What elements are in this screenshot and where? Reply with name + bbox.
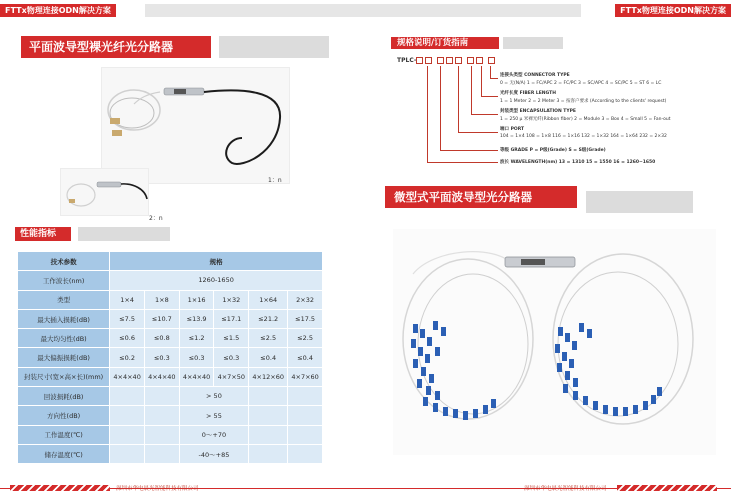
cell: ≤17.1 — [214, 309, 249, 328]
cell: ≤2.5 — [288, 329, 323, 348]
cell: ≤0.8 — [144, 329, 179, 348]
micro-splitter-illustration — [393, 229, 716, 455]
row-value: 1260-1650 — [110, 271, 323, 290]
legend-length-desc: 1 = 1 Meter 2 = 2 Meter 3 = 按客户要求 (According to the clients' request) — [500, 99, 667, 104]
cell: 4×4×40 — [110, 367, 145, 386]
table-row — [18, 387, 323, 406]
cell: ≤0.3 — [144, 348, 179, 367]
footer-stripes-left — [10, 485, 110, 491]
cell: ≤0.6 — [110, 329, 145, 348]
table-row — [18, 444, 323, 463]
table-row — [18, 367, 323, 386]
cell: ≤0.3 — [179, 348, 214, 367]
performance-table — [17, 251, 323, 464]
cell: ≤1.2 — [179, 329, 214, 348]
table-row — [18, 290, 323, 309]
table-row — [18, 406, 323, 425]
photo-1xn-label: 1：n — [268, 177, 282, 184]
cell: ≤17.5 — [288, 309, 323, 328]
legend-grade-title: 等级 GRADE P = P级(Grade) S = S级(Grade) — [500, 148, 606, 153]
cell: ≤0.3 — [214, 348, 249, 367]
order-code — [397, 57, 497, 64]
row-label: 最大偏振损耗(dB) — [18, 348, 110, 367]
cell: 1×8 — [144, 290, 179, 309]
table-header-row — [18, 252, 323, 271]
header-gray-bar — [145, 4, 581, 17]
row-label: 工作温度(℃) — [18, 425, 110, 444]
cell: ≤0.4 — [288, 348, 323, 367]
cell: ≤10.7 — [144, 309, 179, 328]
cell: 0～+70 — [179, 425, 248, 444]
cell: ≤7.5 — [110, 309, 145, 328]
cell: 4×7×50 — [214, 367, 249, 386]
micro-splitter-title: 微型式平面波导型光分路器 — [385, 186, 577, 208]
cell: 1×64 — [249, 290, 288, 309]
splitter-1xn-illustration — [102, 68, 289, 183]
performance-title: 性能指标 — [15, 227, 71, 241]
photo-2xn-label: 2：n — [149, 215, 163, 222]
table-row — [18, 329, 323, 348]
cell: -40～+85 — [179, 444, 248, 463]
legend-wavelength-title: 波长 WAVELENGTH(nm) 13 = 1310 15 = 1550 16 = 1260~1650 — [500, 160, 656, 165]
footer-company-left: 深圳市华电晨光智能科技有限公司 — [116, 486, 199, 492]
footer-stripes-right — [617, 485, 717, 491]
legend-encap-title: 封装类型 ENCAPSULATION TYPE — [500, 109, 576, 114]
performance-gray-block — [78, 227, 170, 241]
row-label: 最大均匀性(dB) — [18, 329, 110, 348]
legend-encap-desc: 1 = 250 μ 米裸光纤(Ribbon fiber) 2 = Module 3 = Box 4 = Small 5 = Fan-out — [500, 117, 671, 122]
footer-company-right: 深圳市华电晨光智能科技有限公司 — [524, 486, 607, 492]
table-row — [18, 425, 323, 444]
header-right-tab: FTTx物理连接ODN解决方案 — [615, 4, 731, 17]
legend-port-title: 端口 PORT — [500, 127, 525, 132]
spec-guide-gray-block — [503, 37, 563, 49]
cell: 4×4×40 — [144, 367, 179, 386]
legend-connector-title: 连接头类型 CONNECTOR TYPE — [500, 73, 570, 78]
title-gray-block — [219, 36, 329, 58]
cell: ≤2.5 — [249, 329, 288, 348]
cell: ≤13.9 — [179, 309, 214, 328]
table-row — [18, 309, 323, 328]
cell: 1×16 — [179, 290, 214, 309]
spec-guide-title: 规格说明/订货指南 — [391, 37, 499, 49]
cell: ≤0.2 — [110, 348, 145, 367]
row-label: 储存温度(℃) — [18, 444, 110, 463]
legend-port-desc: 104 = 1×4 108 = 1×8 116 = 1×16 132 = 1×32 164 = 1×64 232 = 2×32 — [500, 134, 667, 139]
row-label: 封装尺寸(宽×高×长)(mm) — [18, 367, 110, 386]
cell: > 55 — [179, 406, 248, 425]
cell: 4×4×40 — [179, 367, 214, 386]
order-code-prefix: TPLC- — [397, 57, 417, 64]
row-label: 方向性(dB) — [18, 406, 110, 425]
cell: 1×32 — [214, 290, 249, 309]
row-label: 最大插入损耗(dB) — [18, 309, 110, 328]
row-label: 类型 — [18, 290, 110, 309]
micro-gray-block — [586, 191, 693, 213]
cell: ≤0.4 — [249, 348, 288, 367]
cell: ≤21.2 — [249, 309, 288, 328]
legend-connector-desc: 0 = 无(N/A) 1 = FC/APC 2 = FC/PC 3 = SC/APC 4 = SC/PC 5 = ST 6 = LC — [500, 81, 662, 86]
cell: 4×7×60 — [288, 367, 323, 386]
cell: > 50 — [179, 387, 248, 406]
table-header-spec: 规格 — [110, 252, 323, 271]
row-label: 回波损耗(dB) — [18, 387, 110, 406]
bare-fiber-splitter-title: 平面波导型裸光纤光分路器 — [21, 36, 211, 58]
cell: 2×32 — [288, 290, 323, 309]
header-left-tab: FTTx物理连接ODN解决方案 — [0, 4, 116, 17]
cell: 1×4 — [110, 290, 145, 309]
splitter-photo-2xn — [60, 168, 149, 216]
table-header-param: 技术参数 — [18, 252, 110, 271]
table-row — [18, 348, 323, 367]
splitter-photo-1xn — [101, 67, 290, 184]
micro-splitter-photo — [393, 229, 716, 455]
cell: ≤1.5 — [214, 329, 249, 348]
splitter-2xn-illustration — [61, 169, 148, 215]
legend-length-title: 光纤长度 FIBER LENGTH — [500, 91, 557, 96]
table-row — [18, 271, 323, 290]
row-label: 工作波长(nm) — [18, 271, 110, 290]
cell: 4×12×60 — [249, 367, 288, 386]
